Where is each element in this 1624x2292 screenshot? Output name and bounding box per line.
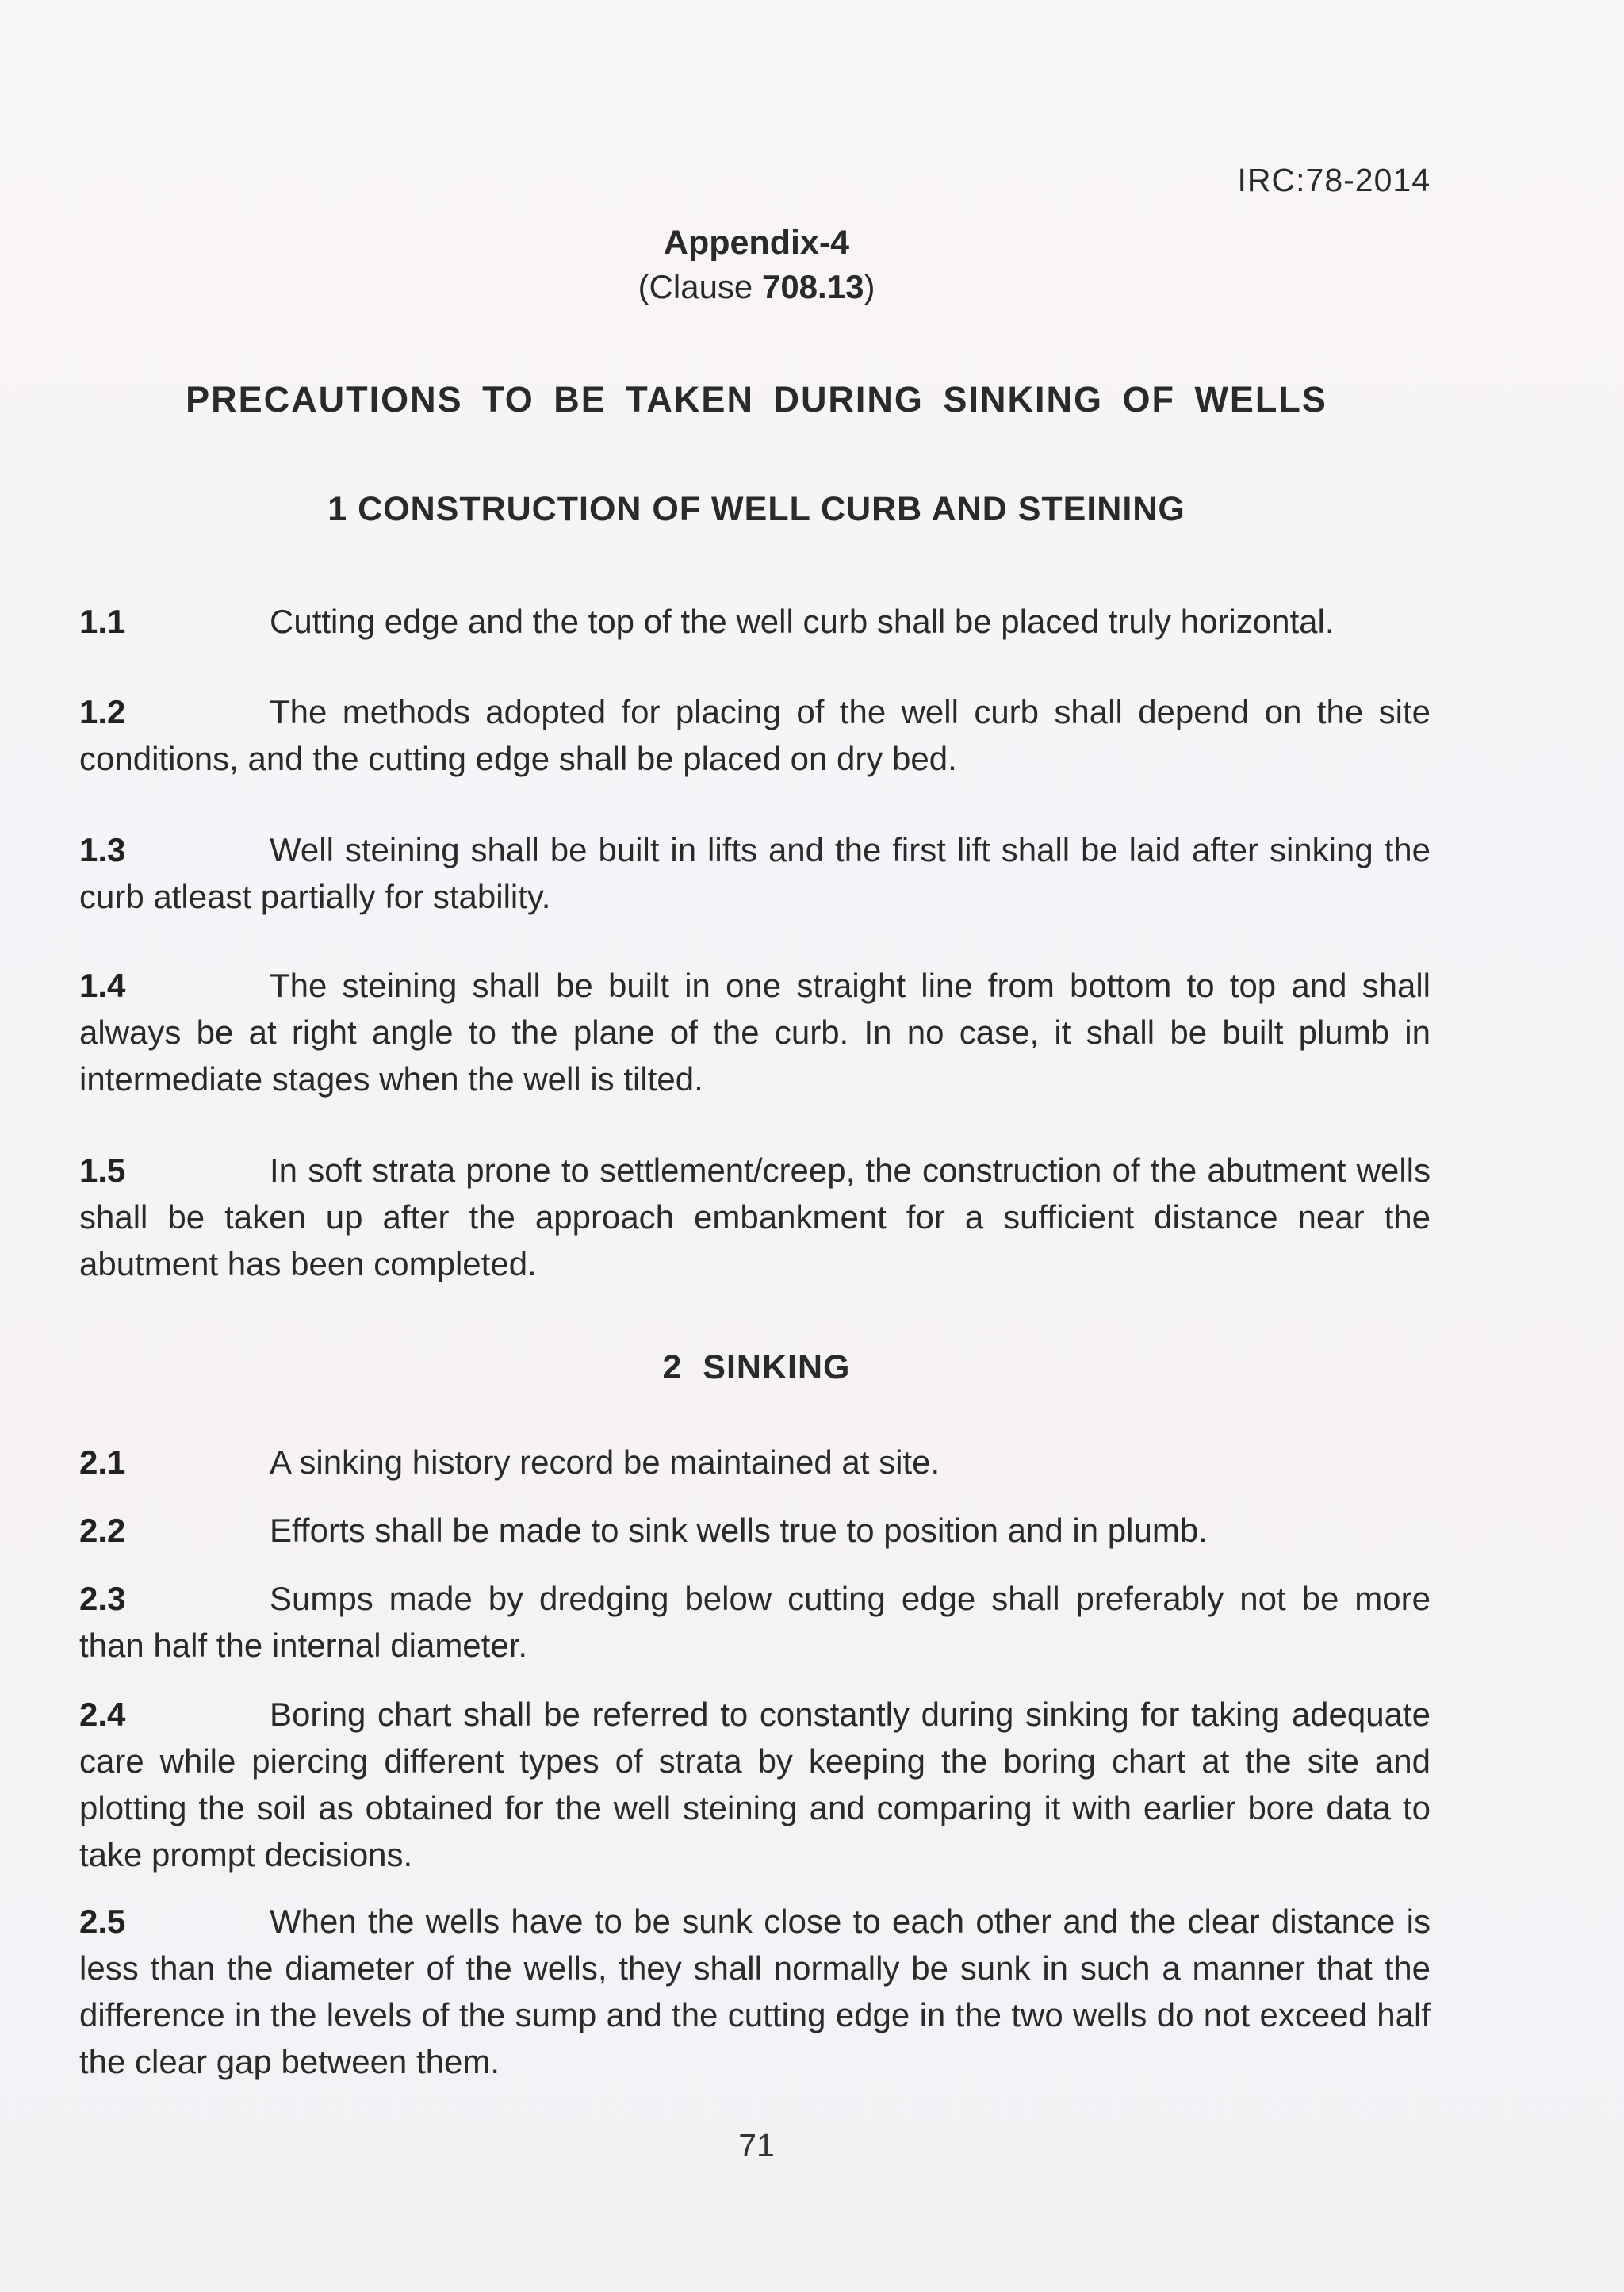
paragraph-number: 1.2 — [79, 693, 126, 730]
paragraph-text: The methods adopted for placing of the well curb shall depend on the site conditions, and the cutting edge shall be placed on dry bed. — [79, 693, 1431, 777]
paragraph-number: 1.5 — [79, 1152, 126, 1189]
paragraph-1-5 — [79, 1147, 1431, 1287]
paragraph-number: 2.2 — [79, 1512, 126, 1549]
paragraph-text: Sumps made by dredging below cutting edge shall preferably not be more than half the internal diameter. — [79, 1580, 1431, 1664]
paragraph-number: 2.1 — [79, 1443, 126, 1481]
paragraph-number: 1.4 — [79, 967, 126, 1004]
paragraph-2-2 — [79, 1507, 1431, 1554]
paragraph-text: Boring chart shall be referred to constantly during sinking for taking adequate care while piercing different types of strata by keeping the boring chart at the site and plotting the soil as obtained for the well steining and comparing it with earlier bore data to take prompt decisions. — [79, 1696, 1431, 1873]
paragraph-2-5 — [79, 1898, 1431, 2085]
paragraph-number: 2.5 — [79, 1903, 126, 1940]
paragraph-number: 2.4 — [79, 1696, 126, 1733]
paragraph-text: A sinking history record be maintained at site. — [270, 1443, 940, 1481]
paragraph-1-2 — [79, 688, 1431, 782]
paragraph-text: In soft strata prone to settlement/creep, the construction of the abutment wells shall be taken up after the approach embankment for a sufficient distance near the abutment has been completed. — [79, 1152, 1431, 1282]
document-title: PRECAUTIONS TO BE TAKEN DURING SINKING OF WELLS — [186, 379, 1327, 420]
paragraph-number: 1.3 — [79, 831, 126, 868]
section-heading-construction: 1 CONSTRUCTION OF WELL CURB AND STEINING — [327, 490, 1185, 528]
paragraph-number: 2.3 — [79, 1580, 126, 1617]
paragraph-1-3 — [79, 826, 1431, 920]
page-number: 71 — [738, 2127, 775, 2164]
paragraph-1-1 — [79, 598, 1431, 645]
section-heading-sinking: 2 SINKING — [662, 1348, 851, 1386]
paragraph-2-4 — [79, 1691, 1431, 1878]
clause-suffix: ) — [864, 268, 875, 305]
paragraph-text: Well steining shall be built in lifts and the first lift shall be laid after sinking the curb atleast partially for stability. — [79, 831, 1431, 915]
clause-reference — [0, 268, 1513, 306]
paragraph-text: The steining shall be built in one straight line from bottom to top and shall always be at right angle to the plane of the curb. In no case, it shall be built plumb in intermediate stages when the well is tilted. — [79, 967, 1431, 1098]
clause-prefix: (Clause — [638, 268, 762, 305]
paragraph-text: Efforts shall be made to sink wells true to position and in plumb. — [270, 1512, 1208, 1549]
paragraph-2-1 — [79, 1439, 1431, 1485]
paragraph-1-4 — [79, 962, 1431, 1102]
paragraph-text: When the wells have to be sunk close to each other and the clear distance is less than the diameter of the wells, they shall normally be sunk in such a manner that the difference in the levels of the sump and the cutting edge in the two wells do not exceed half the clear gap between them. — [79, 1903, 1431, 2080]
clause-number: 708.13 — [761, 268, 864, 305]
document-code: IRC:78-2014 — [1237, 162, 1431, 198]
paragraph-2-3 — [79, 1575, 1431, 1669]
appendix-heading: Appendix-4 — [663, 224, 850, 262]
paragraph-text: Cutting edge and the top of the well curb shall be placed truly horizontal. — [270, 603, 1335, 640]
paragraph-number: 1.1 — [79, 603, 126, 640]
